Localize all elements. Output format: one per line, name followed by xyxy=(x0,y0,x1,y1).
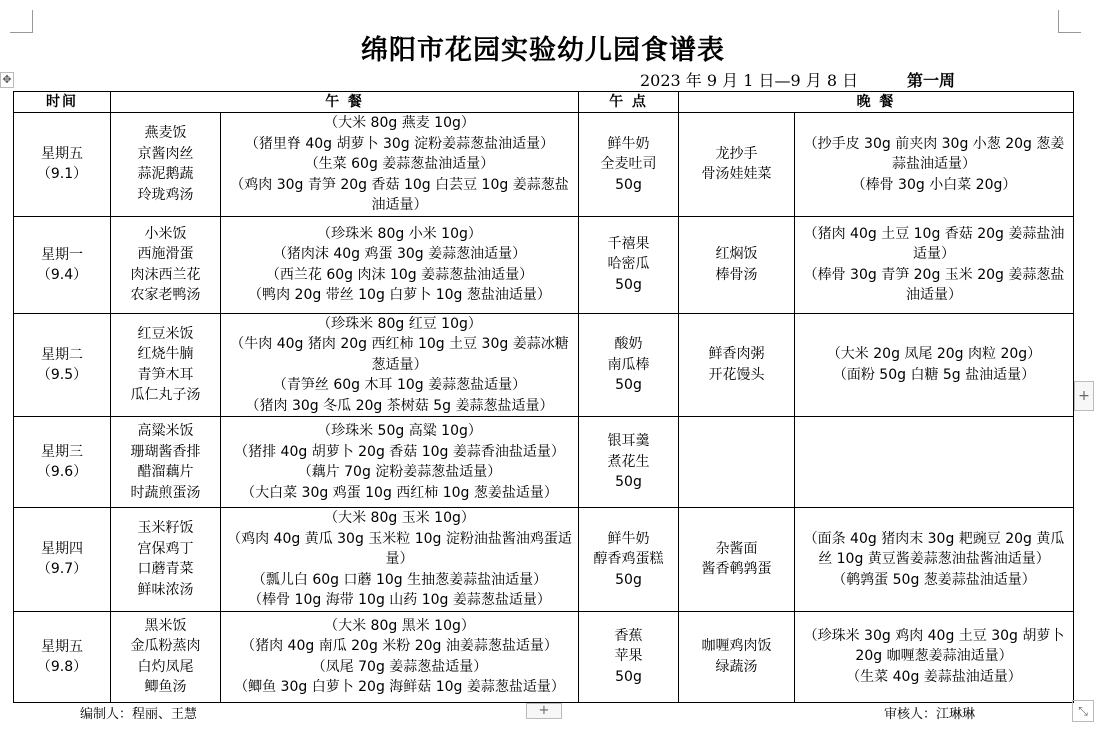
day-cell xyxy=(14,113,111,217)
dinner-ingredient: （棒骨 30g 小白菜 20g） xyxy=(851,176,1017,193)
dinner-dishes-cell xyxy=(679,508,795,612)
lunch-ingredient: （猪里脊 40g 胡萝卜 30g 淀粉姜蒜葱盐油适量） xyxy=(244,135,555,152)
menu-day-row xyxy=(14,508,1074,612)
snack-item: 50g xyxy=(615,474,642,491)
dinner-dishes-cell xyxy=(679,313,795,417)
lunch-dish: 鲜味浓汤 xyxy=(137,581,194,598)
snack-item: 苹果 xyxy=(614,648,643,665)
dinner-ingredient: （抄手皮 30g 前夹肉 30g 小葱 20g 葱姜蒜盐油适量） xyxy=(803,135,1065,172)
lunch-dish: 小米饭 xyxy=(144,225,187,242)
lunch-dishes-cell xyxy=(111,611,221,702)
reviewer-footer: 审核人：江琳琳 xyxy=(884,707,976,722)
lunch-dishes-cell xyxy=(111,313,221,417)
snack-cell xyxy=(579,113,679,217)
dinner-ingredient: （大米 20g 凤尾 20g 肉粒 20g） xyxy=(826,346,1042,363)
document-title: 绵阳市花园实验幼儿园食谱表 xyxy=(361,35,725,66)
lunch-ingredient: （牛肉 40g 猪肉 20g 西红柿 10g 土豆 30g 姜蒜冰糖葱适量） xyxy=(230,336,569,373)
table-resize-handle-icon[interactable]: ⤡ xyxy=(1072,700,1094,722)
lunch-dish: 口蘑青菜 xyxy=(137,561,194,578)
day-cell xyxy=(14,417,111,508)
lunch-dish: 宫保鸡丁 xyxy=(137,540,194,557)
dinner-dishes-cell xyxy=(679,611,795,702)
snack-item: 煮花生 xyxy=(607,453,650,470)
lunch-ingredient: （鸡肉 30g 青笋 20g 香菇 10g 白芸豆 10g 姜蒜葱盐油适量） xyxy=(230,176,569,213)
snack-item: 南瓜棒 xyxy=(607,356,650,373)
lunch-ingredient: （生菜 60g 姜蒜葱盐油适量） xyxy=(304,156,495,172)
day-name: 星期四 xyxy=(41,541,83,558)
lunch-ingredient: （大白菜 30g 鸡蛋 10g 西红柿 10g 葱姜盐适量） xyxy=(241,484,558,501)
menu-day-row xyxy=(14,611,1074,702)
lunch-dish: 肉沫西兰花 xyxy=(130,266,201,283)
snack-item: 50g xyxy=(615,668,642,685)
dinner-dish: 酱香鹌鹑蛋 xyxy=(701,561,772,578)
day-date: （9.5） xyxy=(36,366,88,383)
week-label: 第一周 xyxy=(907,71,956,90)
snack-item: 50g xyxy=(615,377,642,393)
dinner-dish: 鲜香肉粥 xyxy=(708,346,765,363)
lunch-dish: 玲珑鸡汤 xyxy=(137,186,194,203)
dinner-dish: 龙抄手 xyxy=(715,145,758,162)
lunch-ingredients-cell xyxy=(221,508,579,612)
menu-day-row xyxy=(14,216,1074,313)
lunch-ingredient: （鲫鱼 30g 白萝卜 20g 海鲜菇 10g 姜蒜葱盐适量） xyxy=(234,679,565,695)
snack-cell xyxy=(579,313,679,417)
menu-day-row xyxy=(14,113,1074,217)
snack-item: 全麦吐司 xyxy=(600,156,657,172)
day-name: 星期二 xyxy=(41,346,83,363)
snack-item: 哈密瓜 xyxy=(607,256,650,273)
snack-item: 银耳羹 xyxy=(607,433,650,450)
snack-item: 50g xyxy=(615,276,642,293)
snack-cell xyxy=(579,417,679,508)
add-column-button[interactable]: + xyxy=(1074,381,1094,411)
lunch-ingredient: （鸡肉 40g 黄瓜 30g 玉米粒 10g 淀粉油盐酱油鸡蛋适量） xyxy=(227,530,572,567)
lunch-dishes-cell xyxy=(111,508,221,612)
lunch-dishes-cell xyxy=(111,417,221,508)
dinner-ingredient: （生菜 40g 姜蒜盐油适量） xyxy=(846,668,1022,685)
header-dinner: 晚 餐 xyxy=(679,92,1074,113)
dinner-dish: 咖喱鸡肉饭 xyxy=(701,638,772,654)
day-date: （9.1） xyxy=(36,166,88,183)
lunch-ingredient: （青笋丝 60g 木耳 10g 姜蒜葱盐适量） xyxy=(272,377,527,393)
dinner-ingredient: （面条 40g 猪肉末 30g 耙豌豆 20g 黄瓜丝 10g 黄豆酱姜蒜葱油盐酱油适量） xyxy=(803,530,1065,567)
lunch-ingredient: （猪肉 40g 南瓜 20g 米粉 20g 油姜蒜葱盐适量） xyxy=(241,638,558,654)
lunch-ingredients-cell xyxy=(221,113,579,217)
dinner-ingredients-cell xyxy=(795,113,1074,217)
dinner-dishes-cell xyxy=(679,113,795,217)
add-row-button[interactable]: + xyxy=(526,703,562,719)
lunch-ingredient: （猪肉沫 40g 鸡蛋 30g 姜蒜葱油适量） xyxy=(272,246,527,262)
lunch-dish: 红烧牛腩 xyxy=(137,346,194,363)
lunch-dish: 白灼凤尾 xyxy=(137,658,194,675)
lunch-ingredient: （珍珠米 80g 小米 10g） xyxy=(317,225,482,242)
lunch-ingredient: （棒骨 10g 海带 10g 山药 10g 姜蒜葱盐适量） xyxy=(248,592,551,608)
lunch-ingredient: （藕片 70g 淀粉姜蒜葱盐适量） xyxy=(297,464,502,480)
lunch-ingredient: （大米 80g 黑米 10g） xyxy=(324,617,475,634)
day-cell xyxy=(14,508,111,612)
dinner-ingredients-cell xyxy=(795,417,1074,508)
dinner-ingredients-cell xyxy=(795,611,1074,702)
dinner-dishes-cell xyxy=(679,216,795,313)
lunch-ingredient: （瓢儿白 60g 口蘑 10g 生抽葱姜蒜盐油适量） xyxy=(251,571,548,588)
snack-cell xyxy=(579,216,679,313)
dinner-ingredient: （鹌鹑蛋 50g 葱姜蒜盐油适量） xyxy=(832,571,1036,588)
lunch-dish: 红豆米饭 xyxy=(137,325,194,342)
day-cell xyxy=(14,313,111,417)
table-header-row xyxy=(14,92,1074,113)
dinner-ingredient: （面粉 50g 白糖 5g 盐油适量） xyxy=(832,366,1036,383)
day-name: 星期五 xyxy=(41,638,83,655)
lunch-ingredient: （大米 80g 玉米 10g） xyxy=(324,510,475,526)
lunch-ingredient: （珍珠米 80g 红豆 10g） xyxy=(317,315,482,332)
lunch-dish: 玉米籽饭 xyxy=(137,520,194,537)
lunch-ingredient: （西兰花 60g 肉沫 10g 姜蒜葱盐油适量） xyxy=(265,266,534,283)
lunch-dish: 瓜仁丸子汤 xyxy=(130,387,201,404)
lunch-dishes-cell xyxy=(111,113,221,217)
lunch-ingredients-cell xyxy=(221,417,579,508)
lunch-dish: 燕麦饭 xyxy=(144,125,187,142)
lunch-dish: 蒜泥鹅蔬 xyxy=(137,166,194,183)
dinner-dish: 杂酱面 xyxy=(715,540,758,557)
lunch-ingredient: （凤尾 70g 姜蒜葱盐适量） xyxy=(311,658,488,675)
dinner-dish: 棒骨汤 xyxy=(715,266,758,283)
lunch-ingredient: （珍珠米 50g 高粱 10g） xyxy=(317,423,482,439)
lunch-dishes-cell xyxy=(111,216,221,313)
snack-item: 千禧果 xyxy=(607,235,650,252)
lunch-dish: 京酱肉丝 xyxy=(137,145,194,162)
day-name: 星期五 xyxy=(41,146,83,163)
dinner-dishes-cell xyxy=(679,417,795,508)
date-range: 2023 年 9 月 1 日—9 月 8 日 xyxy=(640,71,859,90)
dinner-dish: 骨汤娃娃菜 xyxy=(701,166,772,183)
lunch-dish: 时蔬煎蛋汤 xyxy=(130,484,201,501)
dinner-ingredients-cell xyxy=(795,216,1074,313)
lunch-dish: 黑米饭 xyxy=(144,617,187,634)
day-name: 星期一 xyxy=(41,246,83,263)
lunch-dish: 醋溜藕片 xyxy=(137,464,194,480)
header-snack: 午 点 xyxy=(579,92,679,113)
dinner-ingredients-cell xyxy=(795,313,1074,417)
table-move-handle-icon[interactable]: ✥ xyxy=(0,72,14,88)
snack-item: 50g xyxy=(615,571,642,588)
lunch-ingredient: （鸭肉 20g 带丝 10g 白萝卜 10g 葱盐油适量） xyxy=(248,287,551,303)
menu-day-row xyxy=(14,417,1074,508)
snack-item: 醇香鸡蛋糕 xyxy=(593,551,664,567)
lunch-ingredients-cell xyxy=(221,216,579,313)
lunch-dish: 高粱米饭 xyxy=(137,423,194,439)
dinner-ingredient: （珍珠米 30g 鸡肉 40g 土豆 30g 胡萝卜 20g 咖喱葱姜蒜油适量） xyxy=(803,627,1065,665)
lunch-dish: 青笋木耳 xyxy=(137,366,194,383)
snack-item: 酸奶 xyxy=(614,336,643,352)
day-date: （9.6） xyxy=(36,464,88,480)
snack-item: 50g xyxy=(615,176,642,193)
snack-item: 鲜牛奶 xyxy=(607,135,650,152)
menu-table xyxy=(13,91,1074,703)
snack-item: 鲜牛奶 xyxy=(607,530,650,547)
dinner-dish: 红焖饭 xyxy=(715,246,758,262)
day-date: （9.7） xyxy=(36,561,88,578)
lunch-ingredient: （大米 80g 燕麦 10g） xyxy=(324,115,475,131)
lunch-ingredients-cell xyxy=(221,313,579,417)
dinner-dish: 绿蔬汤 xyxy=(715,658,758,675)
lunch-dish: 金瓜粉蒸肉 xyxy=(130,638,201,654)
dinner-ingredient: （棒骨 30g 青笋 20g 玉米 20g 姜蒜葱盐油适量） xyxy=(803,266,1065,303)
menu-day-row xyxy=(14,313,1074,417)
lunch-dish: 珊瑚酱香排 xyxy=(130,443,201,460)
header-lunch: 午 餐 xyxy=(111,92,579,113)
day-date: （9.4） xyxy=(36,266,88,283)
dinner-ingredient: （猪肉 40g 土豆 10g 香菇 20g 姜蒜盐油适量） xyxy=(803,225,1065,262)
dinner-dish: 开花馒头 xyxy=(708,366,765,383)
lunch-dish: 农家老鸭汤 xyxy=(130,287,201,303)
lunch-ingredient: （猪肉 30g 冬瓜 20g 茶树菇 5g 姜蒜葱盐适量） xyxy=(245,397,554,414)
day-date: （9.8） xyxy=(36,658,88,675)
snack-cell xyxy=(579,611,679,702)
lunch-ingredient: （猪排 40g 胡萝卜 20g 香菇 10g 姜蒜香油盐适量） xyxy=(234,443,565,460)
lunch-ingredients-cell xyxy=(221,611,579,702)
snack-cell xyxy=(579,508,679,612)
day-name: 星期三 xyxy=(41,444,83,460)
day-cell xyxy=(14,611,111,702)
lunch-dish: 西施滑蛋 xyxy=(137,246,194,262)
header-time: 时间 xyxy=(14,92,111,113)
editors-footer: 编制人：程丽、王慧 xyxy=(80,707,198,722)
snack-item: 香蕉 xyxy=(614,627,643,644)
lunch-dish: 鲫鱼汤 xyxy=(144,679,187,695)
day-cell xyxy=(14,216,111,313)
dinner-ingredients-cell xyxy=(795,508,1074,612)
